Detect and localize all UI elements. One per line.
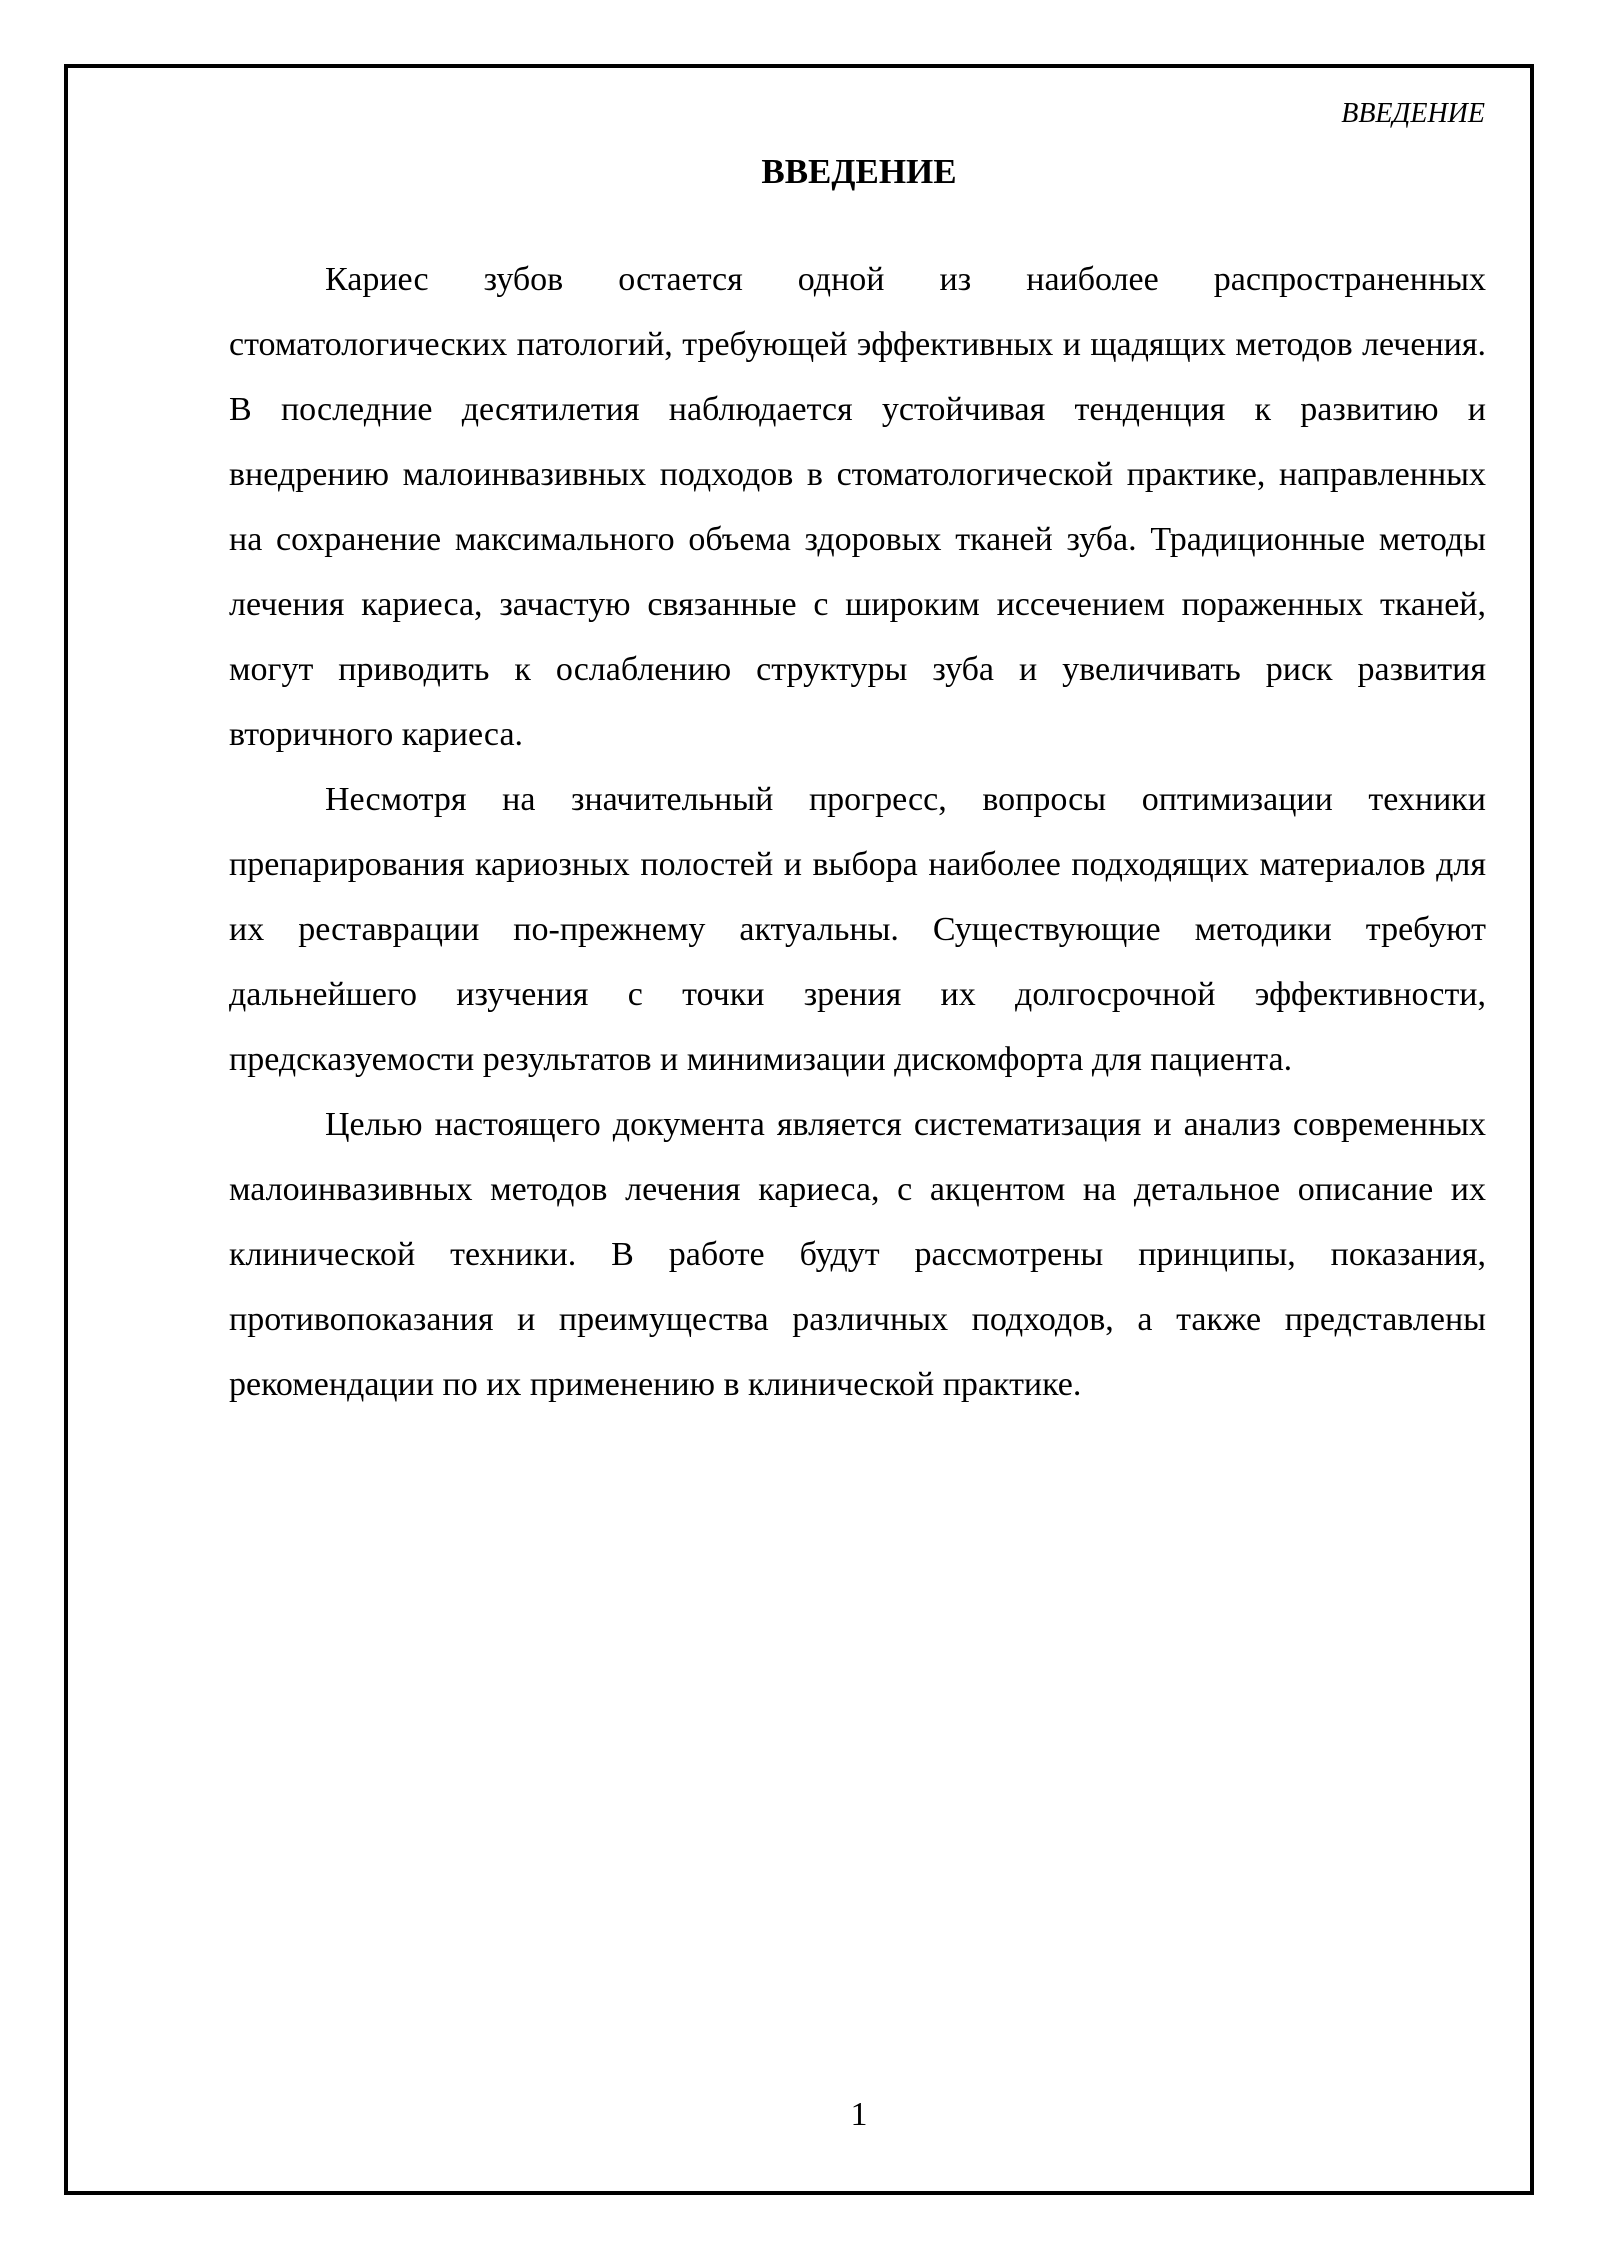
page-title: ВВЕДЕНИЕ bbox=[761, 152, 957, 191]
paragraph-3: Целью настоящего документа является систематизация и анализ современных малоинвазивных методов лечения кариеса, с акцентом на детальное описание их клинической техники. В работе будут рассмотрены принципы, показания, противопоказания и преимущества различных подходов, а также представлены рекомендации по их применению в клинической практике. bbox=[229, 1106, 1486, 1403]
running-header: ВВЕДЕНИЕ bbox=[1341, 98, 1485, 129]
page-number: 1 bbox=[850, 2096, 868, 2133]
paragraph-2: Несмотря на значительный прогресс, вопросы оптимизации техники препарирования кариозных полостей и выбора наиболее подходящих материалов для их реставрации по-прежнему актуальны. Существующие методики требуют дальнейшего изучения с точки зрения их долгосрочной эффективности, предсказуемости результатов и минимизации дискомфорта для пациента. bbox=[229, 781, 1486, 1078]
body-text bbox=[229, 247, 1486, 1417]
paragraph-1: Кариес зубов остается одной из наиболее распространенных стоматологических патологий, требующей эффективных и щадящих методов лечения. В последние десятилетия наблюдается устойчивая тенденция к развитию и внедрению малоинвазивных подходов в стоматологической практике, направленных на сохранение максимального объема здоровых тканей зуба. Традиционные методы лечения кариеса, зачастую связанные с широким иссечением пораженных тканей, могут приводить к ослаблению структуры зуба и увеличивать риск развития вторичного кариеса. bbox=[229, 261, 1486, 753]
